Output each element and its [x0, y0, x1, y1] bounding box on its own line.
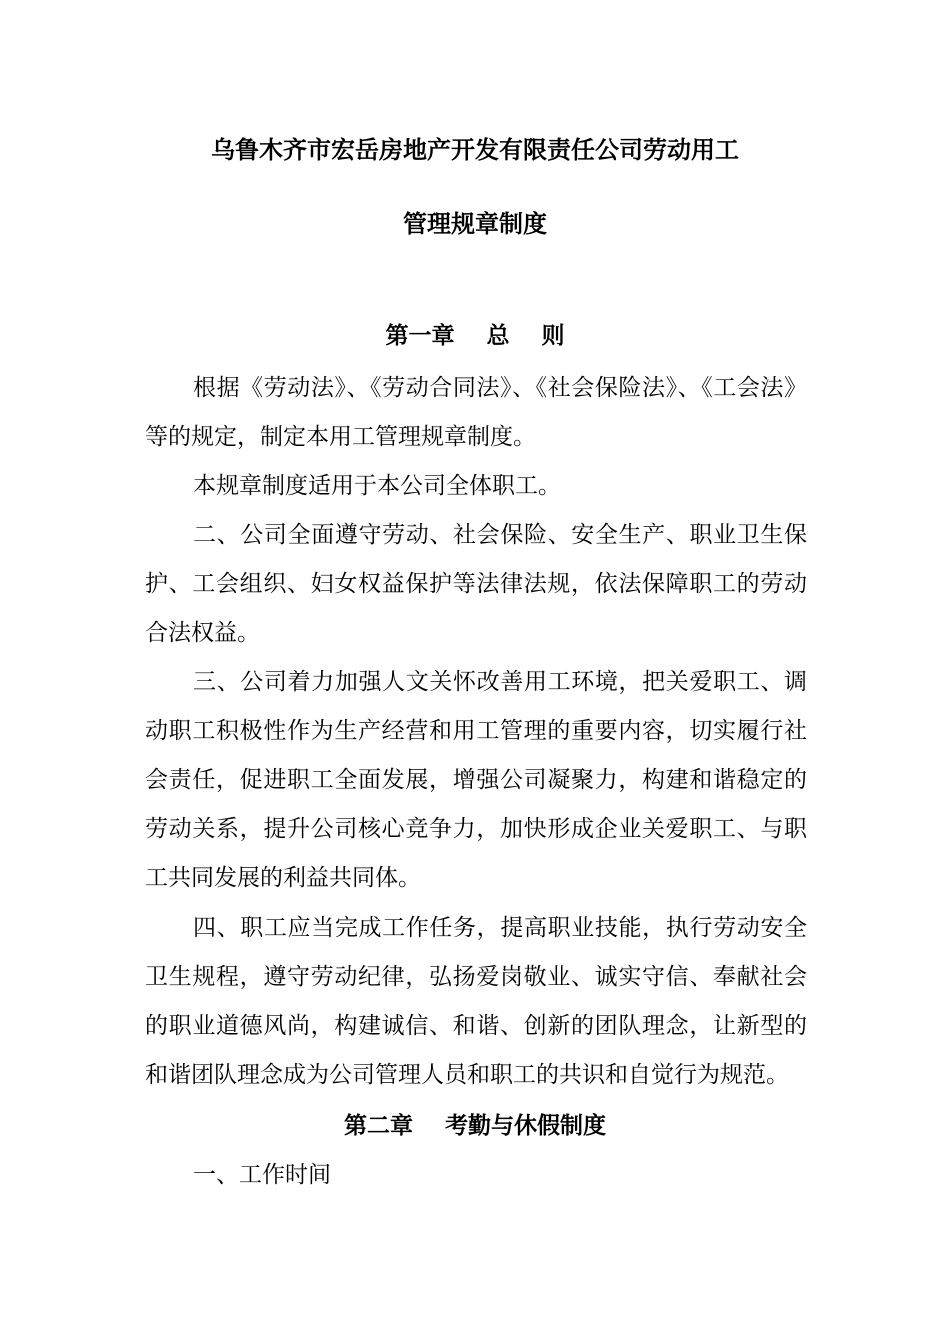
chapter-2-heading: 第二章 考勤与休假制度 [343, 1113, 607, 1139]
chapter-1-paragraph-4: 三、公司着力加强人文关怀改善用工环境，把关爱职工、调动职工积极性作为生产经营和用工管理的重要内容，切实履行社会责任，促进职工全面发展，增强公司凝聚力，构建和谐稳定的劳动关系，提升公司核心竞争力，加快形成企业关爱职工、与职工共同发展的利益共同体。 [145, 669, 807, 891]
chapter-1-heading: 第一章 总 则 [385, 323, 565, 349]
chapter-1-paragraph-3: 二、公司全面遵守劳动、社会保险、安全生产、职业卫生保护、工会组织、妇女权益保护等法律法规，依法保障职工的劳动合法权益。 [145, 522, 807, 646]
chapter-1-paragraph-1: 根据《劳动法》、《劳动合同法》、《社会保险法》、《工会法》等的规定，制定本用工管理规章制度。 [145, 375, 807, 450]
chapter-1-paragraph-2: 本规章制度适用于本公司全体职工。 [193, 473, 561, 499]
chapter-2-paragraph-1: 一、工作时间 [193, 1162, 331, 1188]
document-title-line-2: 管理规章制度 [403, 210, 547, 238]
chapter-1-paragraph-5: 四、职工应当完成工作任务，提高职业技能，执行劳动安全卫生规程，遵守劳动纪律，弘扬爱岗敬业、诚实守信、奉献社会的职业道德风尚，构建诚信、和谐、创新的团队理念，让新型的和谐团队理念成为公司管理人员和职工的共识和自觉行为规范。 [145, 915, 807, 1088]
document-title-line-1: 乌鲁木齐市宏岳房地产开发有限责任公司劳动用工 [211, 136, 739, 164]
